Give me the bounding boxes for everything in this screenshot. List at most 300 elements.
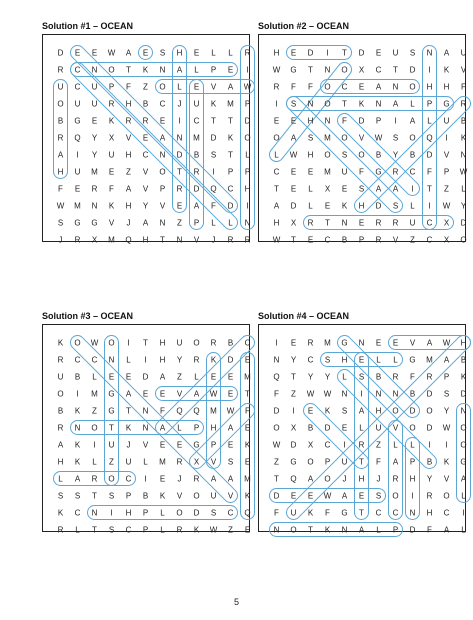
grid-letter: O — [392, 491, 399, 501]
grid-letter: N — [358, 338, 365, 348]
grid-letter: O — [409, 82, 416, 92]
grid-letter: E — [108, 372, 115, 382]
grid-letter: C — [426, 218, 433, 228]
grid-letter: H — [307, 150, 314, 160]
grid-letter: B — [307, 423, 314, 433]
grid-letter: R — [210, 338, 217, 348]
grid-letter: L — [228, 48, 233, 58]
grid-letter: Y — [307, 372, 314, 382]
grid-letter: T — [211, 116, 216, 126]
grid-letter: V — [210, 82, 217, 92]
grid-letter: N — [307, 99, 314, 109]
grid-letter: C — [307, 355, 314, 365]
grid-letter: E — [159, 116, 166, 126]
grid-letter: E — [244, 423, 251, 433]
grid-letter: D — [460, 389, 467, 399]
grid-letter: U — [210, 491, 217, 501]
grid-letter: C — [324, 440, 331, 450]
grid-letter: T — [274, 474, 279, 484]
grid-letter: C — [324, 235, 331, 245]
grid-letter: E — [125, 372, 132, 382]
grid-letter: I — [144, 474, 147, 484]
grid-letter: O — [358, 150, 365, 160]
grid-letter: M — [210, 406, 217, 416]
grid-letter: K — [193, 525, 200, 535]
grid-letter: M — [193, 133, 200, 143]
grid-letter: D — [210, 133, 217, 143]
grid-letter: U — [108, 150, 115, 160]
grid-letter: P — [375, 116, 382, 126]
grid-letter: B — [57, 116, 64, 126]
grid-letter: Z — [228, 525, 233, 535]
grid-letter: A — [227, 82, 234, 92]
grid-letter: F — [274, 389, 279, 399]
grid-letter: G — [290, 65, 297, 75]
grid-letter: M — [159, 457, 166, 467]
grid-letter: E — [193, 48, 200, 58]
grid-letter: J — [126, 440, 131, 450]
grid-letter: W — [442, 201, 451, 211]
grid-letter: R — [392, 218, 399, 228]
grid-letter: G — [443, 99, 450, 109]
grid-letter: E — [290, 116, 297, 126]
grid-letter: G — [108, 389, 115, 399]
grid-letter: D — [290, 440, 297, 450]
grid-letter: C — [244, 338, 251, 348]
grid-letter: C — [273, 167, 280, 177]
grid-letter: Q — [244, 508, 251, 518]
grid-letter: D — [193, 184, 200, 194]
grid-letter: O — [91, 423, 98, 433]
grid-letter: E — [290, 338, 297, 348]
grid-letter: X — [358, 65, 365, 75]
grid-letter: L — [126, 355, 131, 365]
grid-letter: W — [90, 338, 99, 348]
grid-letter: T — [342, 99, 347, 109]
grid-letter: I — [127, 338, 130, 348]
grid-letter: R — [426, 491, 433, 501]
grid-canvas — [43, 325, 251, 535]
grid-letter: K — [74, 440, 81, 450]
grid-letter: A — [443, 355, 450, 365]
grid-letter: R — [91, 474, 98, 484]
grid-letter: S — [392, 133, 399, 143]
grid-letter: O — [341, 133, 348, 143]
grid-letter: S — [358, 184, 365, 194]
grid-letter: O — [324, 99, 331, 109]
grid-letter: O — [460, 235, 467, 245]
grid-letter: K — [108, 116, 115, 126]
grid-letter: A — [227, 474, 234, 484]
grid-letter: D — [358, 48, 365, 58]
grid-letter: E — [324, 201, 331, 211]
grid-letter: E — [290, 491, 297, 501]
grid-letter: W — [442, 423, 451, 433]
grid-letter: G — [460, 457, 467, 467]
grid-letter: R — [125, 116, 132, 126]
grid-letter: O — [273, 423, 280, 433]
page-number: 5 — [233, 597, 239, 607]
grid-letter: E — [307, 235, 314, 245]
grid-letter: D — [426, 150, 433, 160]
answer-highlight — [267, 60, 355, 165]
grid-letter: W — [442, 338, 451, 348]
grid-letter: A — [74, 474, 81, 484]
grid-letter: H — [125, 150, 132, 160]
grid-letter: B — [460, 355, 467, 365]
grid-letter: K — [227, 133, 234, 143]
grid-letter: P — [159, 184, 166, 194]
grid-letter: H — [176, 48, 183, 58]
grid-letter: Z — [444, 184, 449, 194]
grid-letter: A — [290, 133, 297, 143]
grid-letter: R — [57, 525, 64, 535]
grid-letter: K — [443, 457, 450, 467]
grid-letter: N — [273, 355, 280, 365]
grid-letter: I — [110, 508, 113, 518]
grid-letter: D — [273, 406, 280, 416]
grid-letter: L — [461, 525, 466, 535]
grid-letter: P — [426, 99, 433, 109]
grid-letter: E — [341, 184, 348, 194]
grid-letter: B — [341, 235, 348, 245]
grid-letter: C — [125, 474, 132, 484]
grid-letter: L — [308, 201, 313, 211]
grid-letter: M — [244, 474, 251, 484]
grid-letter: H — [273, 218, 280, 228]
answer-highlight — [153, 333, 258, 438]
grid-letter: Q — [273, 372, 280, 382]
grid-letter: D — [409, 65, 416, 75]
grid-letter: R — [375, 235, 382, 245]
grid-letter: V — [358, 133, 365, 143]
grid-letter: D — [375, 201, 382, 211]
grid-letter: R — [142, 116, 149, 126]
grid-letter: E — [358, 355, 365, 365]
grid-letter: I — [326, 48, 329, 58]
grid-letter: I — [212, 167, 215, 177]
grid-letter: E — [142, 48, 149, 58]
grid-letter: L — [342, 372, 347, 382]
grid-letter: G — [193, 440, 200, 450]
grid-letter: P — [443, 372, 450, 382]
grid-letter: T — [245, 389, 250, 399]
grid-letter: V — [142, 167, 149, 177]
grid-letter: N — [74, 423, 81, 433]
grid-letter: V — [409, 338, 416, 348]
puzzle-title: Solution #2 – OCEAN — [258, 21, 350, 31]
grid-letter: G — [74, 116, 81, 126]
grid-letter: B — [142, 99, 149, 109]
grid-letter: X — [108, 133, 115, 143]
grid-letter: X — [443, 218, 450, 228]
grid-letter: F — [376, 457, 381, 467]
grid-letter: U — [108, 440, 115, 450]
grid-letter: C — [341, 82, 348, 92]
grid-letter: K — [57, 508, 64, 518]
grid-letter: N — [375, 99, 382, 109]
grid-letter: L — [160, 525, 165, 535]
answer-highlight — [389, 421, 403, 520]
grid-letter: I — [76, 150, 79, 160]
grid-letter: O — [341, 65, 348, 75]
grid-letter: E — [290, 184, 297, 194]
grid-letter: L — [211, 218, 216, 228]
grid-letter: O — [324, 474, 331, 484]
grid-letter: R — [57, 65, 64, 75]
grid-letter: I — [178, 116, 181, 126]
grid-letter: C — [74, 65, 81, 75]
grid-letter: H — [210, 423, 217, 433]
grid-canvas — [43, 35, 252, 245]
grid-letter: R — [57, 133, 64, 143]
grid-letter: E — [375, 48, 382, 58]
grid-letter: T — [92, 525, 97, 535]
grid-letter: V — [392, 423, 399, 433]
grid-letter: T — [308, 525, 313, 535]
grid-letter: A — [443, 48, 450, 58]
grid-letter: A — [341, 491, 348, 501]
grid-letter: T — [228, 150, 233, 160]
grid-letter: O — [290, 525, 297, 535]
grid-letter: O — [443, 491, 450, 501]
grid-letter: D — [290, 201, 297, 211]
grid-letter: T — [359, 508, 364, 518]
grid-letter: A — [159, 423, 166, 433]
grid-letter: R — [358, 440, 365, 450]
grid-letter: H — [273, 48, 280, 58]
grid-letter: M — [324, 338, 331, 348]
grid-letter: I — [394, 116, 397, 126]
grid-letter: O — [307, 457, 314, 467]
grid-letter: J — [177, 474, 182, 484]
grid-letter: C — [193, 116, 200, 126]
grid-letter: V — [176, 491, 183, 501]
grid-letter: O — [176, 508, 183, 518]
grid-letter: W — [107, 48, 116, 58]
grid-letter: M — [324, 167, 331, 177]
grid-letter: P — [210, 440, 217, 450]
grid-letter: F — [126, 82, 131, 92]
grid-letter: A — [125, 184, 132, 194]
grid-letter: V — [176, 389, 183, 399]
grid-letter: V — [125, 133, 132, 143]
grid-letter: L — [376, 355, 381, 365]
grid-letter: Y — [460, 201, 467, 211]
grid-letter: Z — [177, 372, 182, 382]
grid-letter: D — [307, 48, 314, 58]
grid-letter: F — [427, 525, 432, 535]
grid-letter: L — [194, 372, 199, 382]
grid-letter: V — [460, 65, 467, 75]
grid-letter: M — [91, 389, 98, 399]
grid-letter: H — [159, 338, 166, 348]
grid-letter: L — [376, 525, 381, 535]
grid-letter: O — [273, 133, 280, 143]
grid-letter: K — [324, 406, 331, 416]
grid-letter: A — [125, 48, 132, 58]
grid-letter: N — [392, 389, 399, 399]
grid-letter: S — [341, 150, 348, 160]
grid-letter: E — [290, 48, 297, 58]
grid-letter: L — [75, 525, 80, 535]
grid-letter: W — [272, 440, 281, 450]
grid-letter: A — [409, 116, 416, 126]
grid-letter: H — [142, 235, 149, 245]
grid-letter: Q — [74, 133, 81, 143]
grid-letter: E — [227, 440, 234, 450]
grid-letter: P — [244, 167, 251, 177]
grid-letter: E — [159, 389, 166, 399]
grid-letter: V — [193, 235, 200, 245]
grid-letter: S — [443, 389, 450, 399]
grid-letter: E — [358, 82, 365, 92]
grid-letter: Y — [392, 150, 399, 160]
grid-letter: K — [159, 491, 166, 501]
grid-letter: J — [342, 474, 347, 484]
grid-letter: N — [159, 150, 166, 160]
grid-letter: T — [359, 457, 364, 467]
grid-letter: T — [160, 235, 165, 245]
grid-letter: H — [409, 474, 416, 484]
grid-letter: L — [245, 150, 250, 160]
grid-letter: L — [177, 423, 182, 433]
grid-letter: I — [275, 99, 278, 109]
grid-letter: A — [358, 406, 365, 416]
grid-letter: H — [125, 201, 132, 211]
grid-letter: L — [143, 457, 148, 467]
grid-letter: O — [108, 65, 115, 75]
grid-letter: C — [409, 167, 416, 177]
grid-letter: U — [392, 48, 399, 58]
grid-letter: W — [323, 389, 332, 399]
grid-letter: N — [341, 389, 348, 399]
grid-letter: V — [443, 150, 450, 160]
grid-letter: N — [460, 406, 467, 416]
grid-letter: I — [292, 406, 295, 416]
grid-letter: V — [227, 491, 234, 501]
grid-letter: A — [125, 389, 132, 399]
grid-letter: L — [92, 372, 97, 382]
grid-letter: E — [193, 82, 200, 92]
grid-letter: N — [273, 525, 280, 535]
grid-letter: S — [57, 218, 64, 228]
grid-letter: N — [159, 218, 166, 228]
grid-letter: C — [426, 235, 433, 245]
grid-letter: O — [460, 440, 467, 450]
grid-letter: K — [108, 201, 115, 211]
grid-letter: V — [210, 457, 217, 467]
grid-letter: A — [443, 525, 450, 535]
grid-letter: S — [108, 525, 115, 535]
grid-letter: O — [392, 406, 399, 416]
grid-letter: R — [392, 372, 399, 382]
grid-letter: L — [92, 457, 97, 467]
grid-letter: E — [142, 389, 149, 399]
grid-letter: C — [375, 508, 382, 518]
grid-letter: U — [176, 338, 183, 348]
grid-letter: H — [57, 457, 64, 467]
grid-letter: C — [375, 65, 382, 75]
grid-letter: L — [58, 474, 63, 484]
grid-letter: U — [193, 99, 200, 109]
grid-letter: J — [211, 235, 216, 245]
grid-letter: R — [193, 474, 200, 484]
grid-letter: K — [74, 457, 81, 467]
grid-letter: J — [376, 474, 381, 484]
grid-letter: X — [290, 423, 297, 433]
grid-letter: W — [56, 201, 65, 211]
grid-letter: K — [74, 406, 81, 416]
grid-letter: E — [392, 338, 399, 348]
grid-letter: P — [210, 65, 217, 75]
grid-letter: X — [307, 440, 314, 450]
grid-letter: H — [307, 116, 314, 126]
grid-letter: B — [409, 150, 416, 160]
grid-letter: P — [324, 457, 331, 467]
grid-letter: P — [142, 508, 149, 518]
grid-letter: A — [176, 65, 183, 75]
grid-letter: P — [125, 491, 132, 501]
grid-letter: L — [359, 423, 364, 433]
grid-letter: R — [244, 235, 251, 245]
grid-letter: E — [358, 491, 365, 501]
grid-letter: A — [159, 133, 166, 143]
grid-letter: U — [74, 167, 81, 177]
grid-letter: H — [244, 184, 251, 194]
grid-letter: L — [461, 184, 466, 194]
grid-letter: A — [392, 457, 399, 467]
grid-letter: F — [109, 184, 114, 194]
grid-letter: W — [209, 525, 218, 535]
grid-letter: P — [392, 525, 399, 535]
grid-letter: U — [341, 457, 348, 467]
grid-letter: N — [91, 508, 98, 518]
grid-letter: T — [291, 235, 296, 245]
grid-letter: A — [193, 389, 200, 399]
grid-letter: F — [58, 184, 63, 194]
grid-letter: B — [57, 406, 64, 416]
grid-letter: N — [409, 508, 416, 518]
grid-letter: M — [91, 167, 98, 177]
grid-letter: O — [460, 423, 467, 433]
grid-letter: C — [142, 150, 149, 160]
grid-letter: R — [193, 355, 200, 365]
grid-letter: A — [392, 99, 399, 109]
grid-letter: H — [426, 508, 433, 518]
grid-letter: E — [307, 406, 314, 416]
grid-letter: R — [392, 167, 399, 177]
answer-highlight — [54, 80, 68, 179]
grid-letter: P — [358, 235, 365, 245]
grid-letter: I — [343, 440, 346, 450]
grid-letter: R — [244, 48, 251, 58]
grid-letter: A — [460, 474, 467, 484]
grid-letter: F — [211, 201, 216, 211]
grid-letter: A — [142, 218, 149, 228]
grid-letter: R — [176, 457, 183, 467]
grid-letter: H — [426, 82, 433, 92]
grid-letter: T — [228, 116, 233, 126]
grid-letter: I — [411, 184, 414, 194]
grid-letter: E — [108, 167, 115, 177]
grid-letter: A — [57, 150, 64, 160]
answer-highlight — [335, 367, 440, 472]
grid-letter: O — [159, 82, 166, 92]
grid-letter: U — [125, 457, 132, 467]
grid-letter: N — [375, 389, 382, 399]
puzzle-grid — [258, 34, 468, 245]
